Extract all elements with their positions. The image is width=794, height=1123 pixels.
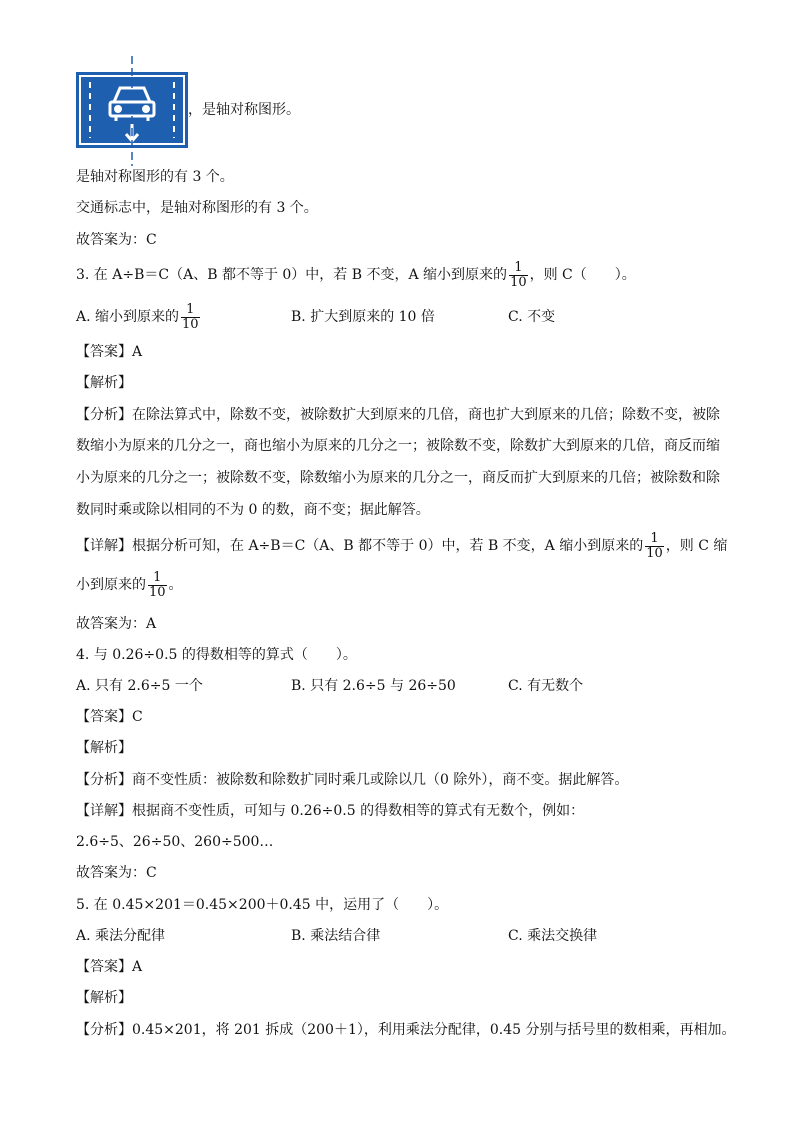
option-c: C. 乘法交换律 — [508, 928, 598, 944]
text-line: 交通标志中，是轴对称图形的有 3 个。 — [76, 200, 318, 216]
detail-text: ，则 C 缩 — [665, 538, 728, 554]
fraction-denominator: 10 — [646, 545, 663, 561]
question-4-stem: 4. 与 0.26÷0.5 的得数相等的算式（ ）。 — [76, 647, 357, 663]
option-a: A. 乘法分配律 — [76, 928, 166, 944]
analysis-text: 商不变性质：被除数和除数扩同时乘几或除以几（0 除外），商不变。据此解答。 — [132, 772, 629, 788]
detail-line: 2.6÷5、26÷50、260÷500… — [76, 834, 274, 850]
answer-value: C — [132, 709, 143, 725]
analysis-tag: 【解析】 — [76, 375, 132, 391]
detail-text: 根据商不变性质，可知与 0.26÷0.5 的得数相等的算式有无数个，例如： — [132, 803, 585, 819]
answer-line — [76, 707, 143, 727]
question-5-stem: 5. 在 0.45×201＝0.45×200＋0.45 中，运用了（ ）。 — [76, 897, 449, 913]
text-line: 是轴对称图形的有 3 个。 — [76, 169, 234, 185]
analysis-tag: 【分析】 — [76, 1022, 132, 1038]
fraction — [181, 303, 200, 332]
detail-line — [76, 801, 584, 821]
conclusion-line: 故答案为：C — [76, 865, 157, 881]
option-b: B. 乘法结合律 — [291, 928, 381, 944]
fraction — [148, 571, 167, 600]
analysis-text: 在除法算式中，除数不变，被除数扩大到原来的几倍，商也扩大到原来的几倍；除数不变，被除 — [132, 407, 720, 423]
analysis-line — [76, 1020, 736, 1040]
detail-text: 。 — [168, 577, 183, 593]
fraction-denominator: 10 — [510, 274, 527, 290]
fraction-numerator: 1 — [514, 259, 523, 275]
fraction-denominator: 10 — [182, 316, 199, 332]
answer-line — [76, 342, 142, 362]
stem-text: ，则 C（ ）。 — [529, 267, 636, 283]
fraction-numerator: 1 — [186, 301, 195, 317]
answer-tag: 【答案】 — [76, 959, 132, 975]
fraction-numerator: 1 — [650, 530, 659, 546]
analysis-line — [76, 770, 628, 790]
analysis-line: 小为原来的几分之一；被除数不变，除数缩小为原来的几分之一，商反而扩大到原来的几倍；被除数和除 — [76, 470, 720, 486]
analysis-tag: 【解析】 — [76, 990, 132, 1006]
conclusion-line: 故答案为：C — [76, 232, 157, 248]
analysis-tag: 【解析】 — [76, 740, 132, 756]
detail-line — [76, 529, 727, 563]
fraction — [509, 261, 528, 290]
analysis-line: 数同时乘或除以相同的不为 0 的数，商不变；据此解答。 — [76, 502, 430, 518]
analysis-text: 0.45×201，将 201 拆成（200＋1），利用乘法分配律，0.45 分别与括号里的数相乘，再相加。 — [132, 1022, 736, 1038]
answer-value: A — [132, 959, 143, 975]
analysis-tag: 【分析】 — [76, 407, 132, 423]
question-3-stem — [76, 258, 636, 292]
fraction — [645, 532, 664, 561]
symmetry-axis — [131, 56, 133, 166]
analysis-line — [76, 405, 720, 425]
conclusion-line: 故答案为：A — [76, 616, 157, 632]
analysis-tag: 【分析】 — [76, 772, 132, 788]
figure-caption: ，是轴对称图形。 — [188, 102, 300, 118]
answer-tag: 【答案】 — [76, 344, 132, 360]
option-b: B. 只有 2.6÷5 与 26÷50 — [291, 678, 456, 694]
option-c: C. 有无数个 — [508, 678, 584, 694]
fraction-numerator: 1 — [153, 569, 162, 585]
option-a-label: A. 缩小到原来的 — [76, 309, 180, 325]
option-c: C. 不变 — [508, 309, 556, 325]
option-b: B. 扩大到原来的 10 倍 — [291, 309, 435, 325]
detail-text: 小到原来的 — [76, 577, 146, 593]
stem-text: 3. 在 A÷B＝C（A、B 都不等于 0）中，若 B 不变，A 缩小到原来的 — [76, 267, 508, 283]
fraction-denominator: 10 — [149, 584, 166, 600]
answer-value: A — [132, 344, 143, 360]
analysis-line: 数缩小为原来的几分之一，商也缩小为原来的几分之一；被除数不变，除数扩大到原来的几倍，商反而缩 — [76, 438, 720, 454]
answer-line — [76, 957, 142, 977]
detail-line — [76, 568, 183, 602]
option-a: A. 只有 2.6÷5 一个 — [76, 678, 203, 694]
detail-tag: 【详解】 — [76, 803, 132, 819]
detail-tag: 【详解】 — [76, 538, 132, 554]
detail-text: 根据分析可知，在 A÷B＝C（A、B 都不等于 0）中，若 B 不变，A 缩小到原来的 — [132, 538, 644, 554]
option-a — [76, 300, 202, 334]
answer-tag: 【答案】 — [76, 709, 132, 725]
